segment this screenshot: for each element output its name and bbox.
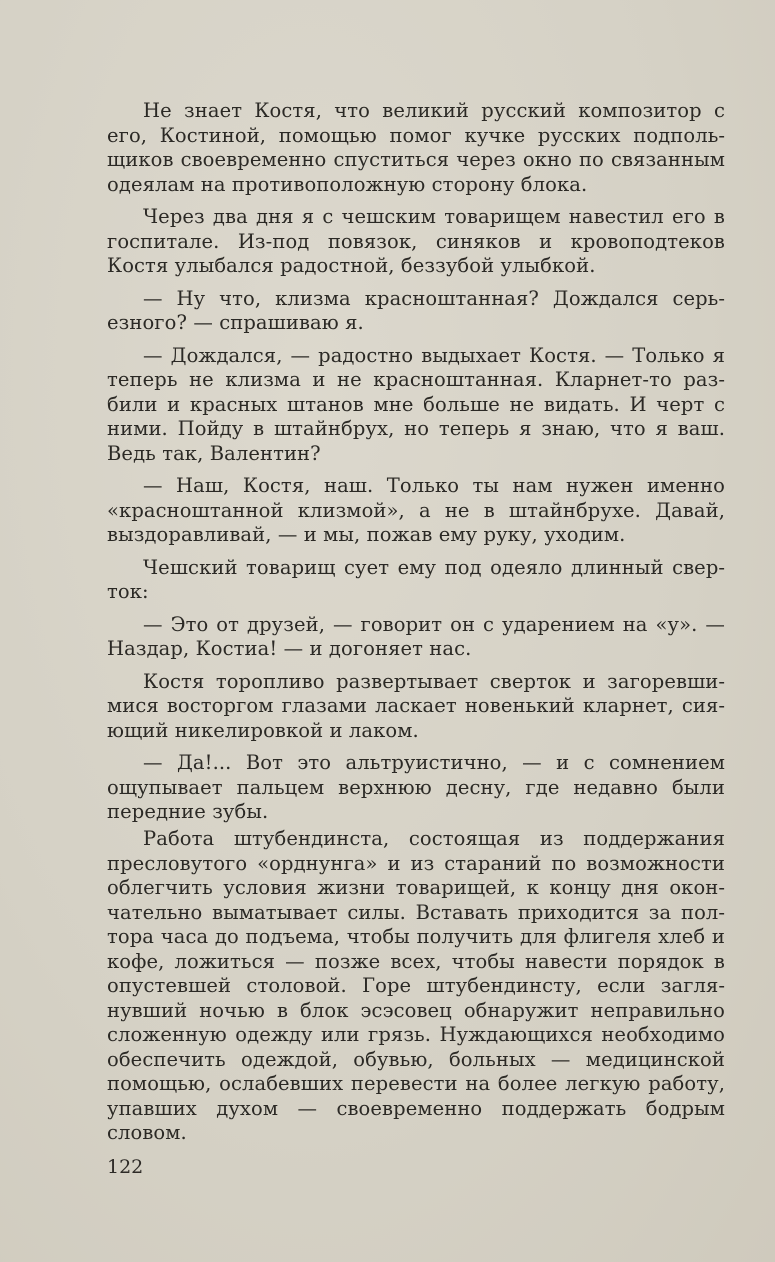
- dialogue-line: — Наш, Костя, наш. Только ты нам нужен именно «красноштанной клизмой», а не в штайнбрухе. Давай, выздоравливай, — и мы, пожав ему руку, уходим.: [107, 474, 725, 546]
- paragraph: Не знает Костя, что великий русский композитор с его, Костиной, помощью помог кучке русских подпольщиков своевременно спуститься через окно по связанным одеялам на противоположную сторону блока.: [107, 99, 725, 196]
- text-section-1: [107, 99, 725, 833]
- dialogue-line: — Это от друзей, — говорит он с ударением на «у». — Наздар, Костиа! — и догоняет нас.: [107, 612, 725, 660]
- page-number: 122: [107, 1156, 144, 1178]
- paragraph: Костя торопливо развертывает сверток и загоревшимися восторгом глазами ласкает новенький кларнет, сияющий никелировкой и лаком.: [107, 669, 725, 742]
- paragraph: Чешский товарищ сует ему под одеяло длинный сверток:: [107, 555, 725, 603]
- dialogue-line: — Дождался, — радостно выдыхает Костя. — Только я теперь не клизма и не красноштанная. Кларнет-то разбили и красных штанов мне больше не видать. И черт с ними. Пойду в штайнбрух, но теперь я знаю, что я ваш. Ведь так, Валентин?: [107, 343, 725, 465]
- text-section-2: [107, 827, 725, 1154]
- dialogue-line: — Да!... Вот это альтруистично, — и с сомнением ощупывает пальцем верхнюю десну, где недавно были передние зубы.: [107, 751, 725, 823]
- paragraph: Работа штубендинста, состоящая из поддержания пресловутого «орднунга» и из стараний по возможности облегчить условия жизни товарищей, к концу дня окончательно выматывает силы. Вставать приходится за полтора часа до подъема, чтобы получить для флигеля хлеб и кофе, ложиться — позже всех, чтобы навести порядок в опустевшей столовой. Горе штубендинсту, если заглянувший ночью в блок эсэсовец обнаружит неправильно сложенную одежду или грязь. Нуждающихся необходимо обеспечить одеждой, обувью, больных — медицинской помощью, ослабевших перевести на более легкую работу, упавших духом — своевременно поддержать бодрым словом.: [107, 827, 725, 1144]
- paragraph: Через два дня я с чешским товарищем навестил его в госпитале. Из-под повязок, синяков и кровоподтеков Костя улыбался радостной, беззубой улыбкой.: [107, 205, 725, 277]
- dialogue-line: — Ну что, клизма красноштанная? Дождался серьезного? — спрашиваю я.: [107, 286, 725, 334]
